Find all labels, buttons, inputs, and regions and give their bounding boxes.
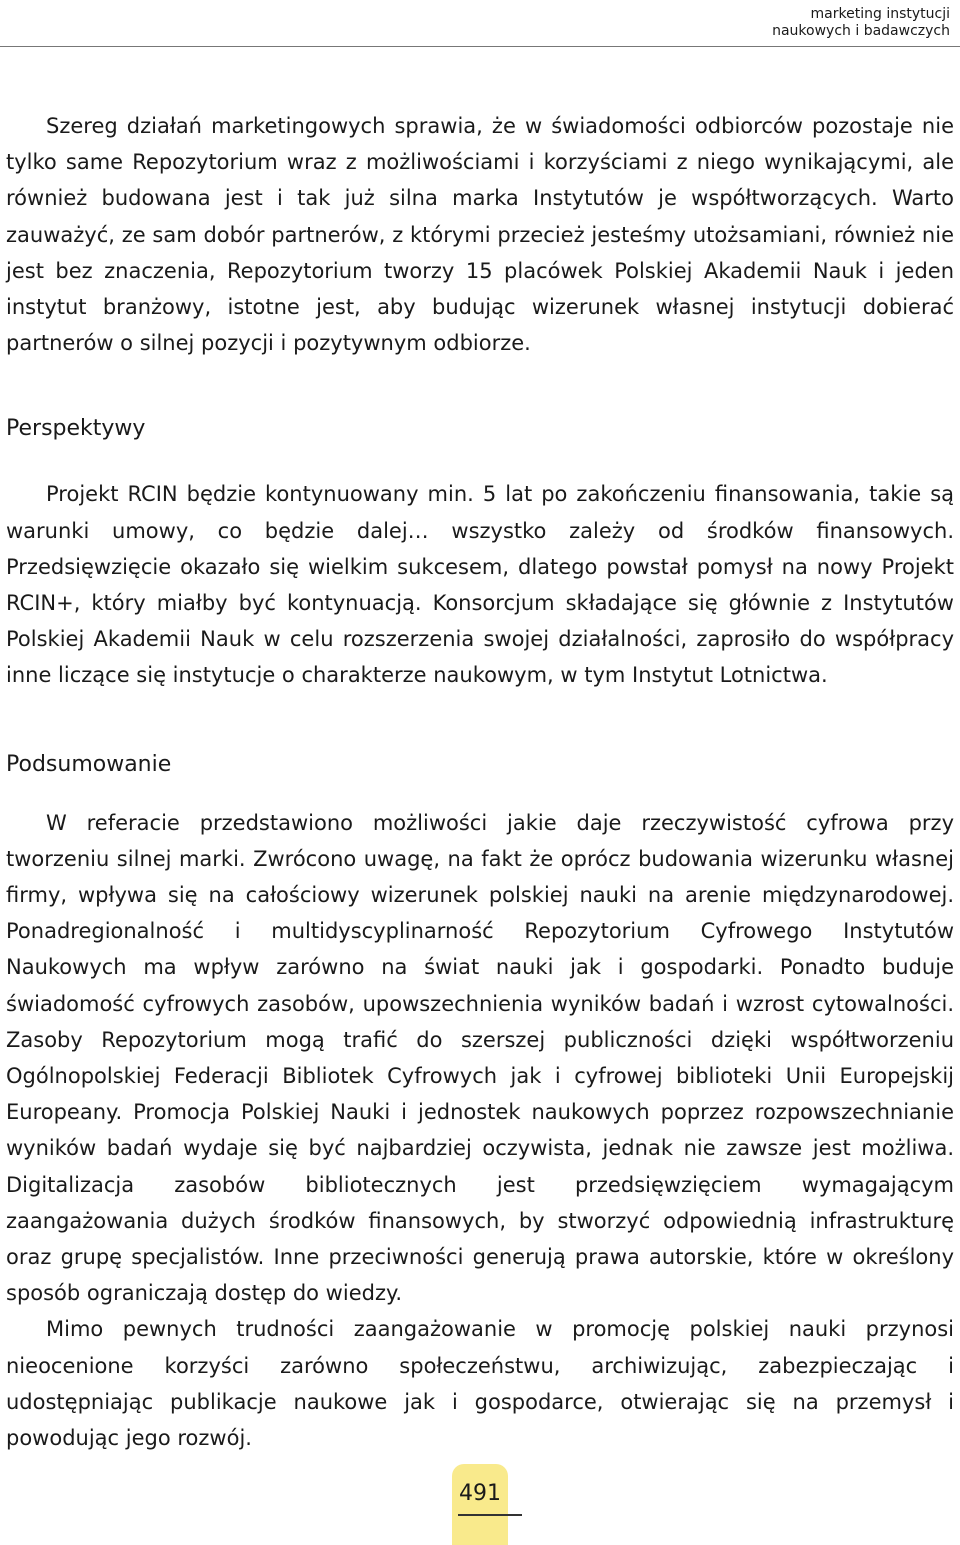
header-rule — [0, 46, 960, 47]
section-heading-perspektywy: Perspektywy — [6, 416, 146, 442]
article-body — [6, 108, 954, 1456]
section-heading-podsumowanie: Podsumowanie — [6, 751, 172, 777]
paragraph-perspektywy: Projekt RCIN będzie kontynuowany min. 5 lat po zakończeniu finansowania, takie są warunki umowy, co będzie dalej… wszystko zależy od środków finansowych. Przedsięwzięcie okazało się wielkim sukcesem, dlatego powstał pomysł na nowy Projekt RCIN+, który miałby być kontynuacją. Konsorcjum składające się głównie z Instytutów Polskiej Akademii Nauk w celu rozszerzenia swojej działalności, zaprosiło do współpracy inne liczące się instytucje o charakterze naukowym, w tym Instytut Lotnictwa. — [6, 482, 954, 688]
running-header — [772, 6, 950, 40]
running-header-line-2: naukowych i badawczych — [772, 23, 950, 39]
running-header-line-1: marketing instytucji — [810, 6, 950, 22]
paragraph-conclusion: Mimo pewnych trudności zaangażowanie w promocję polskiej nauki przynosi nieocenione korzyści zarówno społeczeństwu, archiwizując, zabezpieczając i udostępniając publikacje naukowe jak i gospodarce, otwierając się na przemysł i powodując jego rozwój. — [6, 1317, 954, 1451]
paragraph-summary: W referacie przedstawiono możliwości jakie daje rzeczywistość cyfrowa przy tworzeniu silnej marki. Zwrócono uwagę, na fakt że oprócz budowania wizerunku własnej firmy, wpływa się na całościowy wizerunek polskiej nauki na arenie międzynarodowej. Ponadregionalność i multidyscyplinarność Repozytorium Cyfrowego Instytutów Naukowych ma wpływ zarówno na świat nauki jak i gospodarki. Ponadto buduje świadomość cyfrowych zasobów, upowszechnienia wyników badań i wzrost cytowalności. Zasoby Repozytorium mogą trafić do szerszej publiczności dzięki współtworzeniu Ogólnopolskiej Federacji Bibliotek Cyfrowych jak i cyfrowej biblioteki Unii Europejskij Europeany. Promocja Polskiej Nauki i jednostek naukowych poprzez rozpowszechnianie wyników badań wydaje się być najbardziej oczywista, jednak nie zawsze jest możliwa. Digitalizacja zasobów bibliotecznych jest przedsięwzięciem wymagającym zaangażowania dużych środków finansowych, by stworzyć odpowiednią infrastrukturę oraz grupę specjalistów. Inne przeciwności generują prawa autorskie, które w określony sposób ograniczają dostęp do wiedzy. — [6, 810, 954, 1306]
paragraph-intro: Szereg działań marketingowych sprawia, że w świadomości odbiorców pozostaje nie tylko same Repozytorium wraz z możliwościami i korzyściami z niego wynikającymi, ale również budowana jest i tak już silna marka Instytutów je współtworzących. Warto zauważyć, ze sam dobór partnerów, z którymi przecież jesteśmy utożsamiani, również nie jest bez znaczenia, Repozytorium tworzy 15 placówek Polskiej Akademii Nauk i jeden instytut branżowy, istotne jest, aby budując wizerunek własnej instytucji dobierać partnerów o silnej pozycji i pozytywnym odbiorze. — [6, 114, 954, 356]
page-number-rule — [458, 1514, 522, 1516]
page-number: 491 — [459, 1481, 501, 1506]
